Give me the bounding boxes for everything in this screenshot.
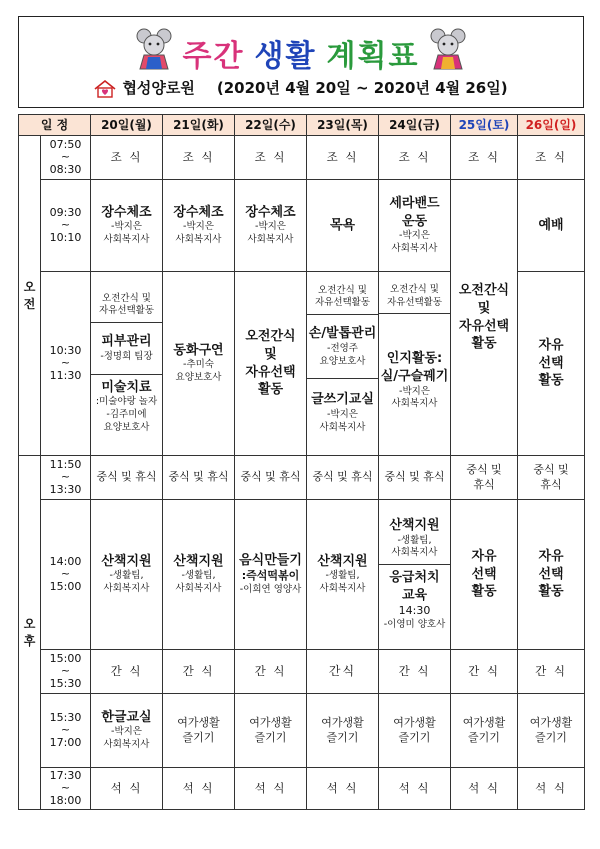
table-row <box>19 136 585 180</box>
header-box <box>18 16 584 108</box>
activity-cell: 장수체조 -박지은 사회복지사 <box>235 180 307 272</box>
dinner-cell: 석 식 <box>307 768 379 810</box>
activity-cell: 장수체조 -박지은 사회복지사 <box>91 180 163 272</box>
table-row <box>19 500 585 650</box>
time-cell: 17:30 ~ 18:00 <box>41 768 91 810</box>
subtitle <box>19 77 583 98</box>
header-row <box>19 115 585 136</box>
snack-cell: 간 식 <box>451 650 518 694</box>
day-header: 24일(금) <box>379 115 451 136</box>
table-row <box>19 650 585 694</box>
day-header-saturday: 25일(토) <box>451 115 518 136</box>
activity-cell: 자유 선택 활동 <box>518 272 585 456</box>
org-name: 협성양로원 <box>122 79 195 97</box>
activity-cell: 오전간식 및 자유선택활동 손/발톱관리 -전영주 요양보호사 글쓰기교실 -박지은 사회복지사 <box>307 272 379 456</box>
activity-cell: 여가생활 즐기기 <box>163 694 235 768</box>
activity-cell: 음식만들기 :즉석떡볶이 -이희연 영양사 <box>235 500 307 650</box>
breakfast-cell: 조 식 <box>91 136 163 180</box>
activity-cell: 여가생활 즐기기 <box>379 694 451 768</box>
activity-cell: 오전간식 및 자유선택 활동 <box>451 180 518 456</box>
home-heart-icon <box>94 80 116 98</box>
time-cell: 11:50 ~ 13:30 <box>41 456 91 500</box>
activity-cell: 여가생활 즐기기 <box>235 694 307 768</box>
pm-label: 오 후 <box>19 456 41 810</box>
snack-cell: 간 식 <box>163 650 235 694</box>
breakfast-cell: 조 식 <box>163 136 235 180</box>
schedule-period: (2020년 4월 20일 ~ 2020년 4월 26일) <box>216 79 508 97</box>
lunch-cell: 중식 및 휴식 <box>235 456 307 500</box>
lunch-cell: 중식 및 휴식 <box>307 456 379 500</box>
time-cell: 15:00 ~ 15:30 <box>41 650 91 694</box>
activity-cell: 예배 <box>518 180 585 272</box>
activity-cell: 목욕 <box>307 180 379 272</box>
activity-cell: 오전간식 및 자유선택활동 인지활동: 실/구슬꿰기 -박지은 사회복지사 <box>379 272 451 456</box>
table-row <box>19 180 585 272</box>
activity-cell: 자유 선택 활동 <box>451 500 518 650</box>
dinner-cell: 석 식 <box>518 768 585 810</box>
activity-cell: 장수체조 -박지은 사회복지사 <box>163 180 235 272</box>
breakfast-cell: 조 식 <box>451 136 518 180</box>
page-title: 주간 생활 계획표 <box>182 39 420 74</box>
day-header-sunday: 26일(일) <box>518 115 585 136</box>
activity-cell: 오전간식 및 자유선택 활동 <box>235 272 307 456</box>
time-cell: 15:30 ~ 17:00 <box>41 694 91 768</box>
lunch-cell: 중식 및 휴식 <box>451 456 518 500</box>
lunch-cell: 중식 및 휴식 <box>518 456 585 500</box>
time-cell: 14:00 ~ 15:00 <box>41 500 91 650</box>
activity-cell: 동화구연 -추미숙 요양보호사 <box>163 272 235 456</box>
snack-cell: 간 식 <box>91 650 163 694</box>
dinner-cell: 석 식 <box>235 768 307 810</box>
mouse-mascot-icon <box>428 27 468 71</box>
activity-cell: 산책지원 -생활팀, 사회복지사 <box>91 500 163 650</box>
activity-cell: 여가생활 즐기기 <box>518 694 585 768</box>
time-cell: 07:50 ~ 08:30 <box>41 136 91 180</box>
lunch-cell: 중식 및 휴식 <box>91 456 163 500</box>
activity-cell: 한글교실 -박지은 사회복지사 <box>91 694 163 768</box>
day-header: 22일(수) <box>235 115 307 136</box>
table-row <box>19 694 585 768</box>
header-label: 일 정 <box>19 115 91 136</box>
breakfast-cell: 조 식 <box>307 136 379 180</box>
snack-cell: 간 식 <box>518 650 585 694</box>
time-cell: 09:30 ~ 10:10 <box>41 180 91 272</box>
day-header: 23일(목) <box>307 115 379 136</box>
day-header: 20일(월) <box>91 115 163 136</box>
dinner-cell: 석 식 <box>451 768 518 810</box>
activity-cell: 오전간식 및 자유선택활동 피부관리 -정명희 팀장 미술치료 :미술야랑 놀자 -김주미에 요양보호사 <box>91 272 163 456</box>
snack-cell: 간 식 <box>235 650 307 694</box>
activity-cell: 자유 선택 활동 <box>518 500 585 650</box>
day-header: 21일(화) <box>163 115 235 136</box>
activity-cell: 세라밴드 운동 -박지은 사회복지사 <box>379 180 451 272</box>
table-row <box>19 768 585 810</box>
time-cell: 10:30 ~ 11:30 <box>41 272 91 456</box>
activity-cell: 산책지원 -생활팀, 사회복지사 <box>163 500 235 650</box>
activity-cell: 산책지원 -생활팀, 사회복지사 응급처치 교육 14:30 -이영미 양호사 <box>379 500 451 650</box>
breakfast-cell: 조 식 <box>379 136 451 180</box>
breakfast-cell: 조 식 <box>235 136 307 180</box>
activity-cell: 여가생활 즐기기 <box>451 694 518 768</box>
lunch-cell: 중식 및 휴식 <box>163 456 235 500</box>
snack-cell: 간식 <box>307 650 379 694</box>
breakfast-cell: 조 식 <box>518 136 585 180</box>
activity-cell: 여가생활 즐기기 <box>307 694 379 768</box>
table-row <box>19 456 585 500</box>
schedule-table <box>18 114 585 810</box>
lunch-cell: 중식 및 휴식 <box>379 456 451 500</box>
am-label: 오 전 <box>19 136 41 456</box>
dinner-cell: 석 식 <box>91 768 163 810</box>
dinner-cell: 석 식 <box>379 768 451 810</box>
activity-cell: 산책지원 -생활팀, 사회복지사 <box>307 500 379 650</box>
snack-cell: 간 식 <box>379 650 451 694</box>
dinner-cell: 석 식 <box>163 768 235 810</box>
